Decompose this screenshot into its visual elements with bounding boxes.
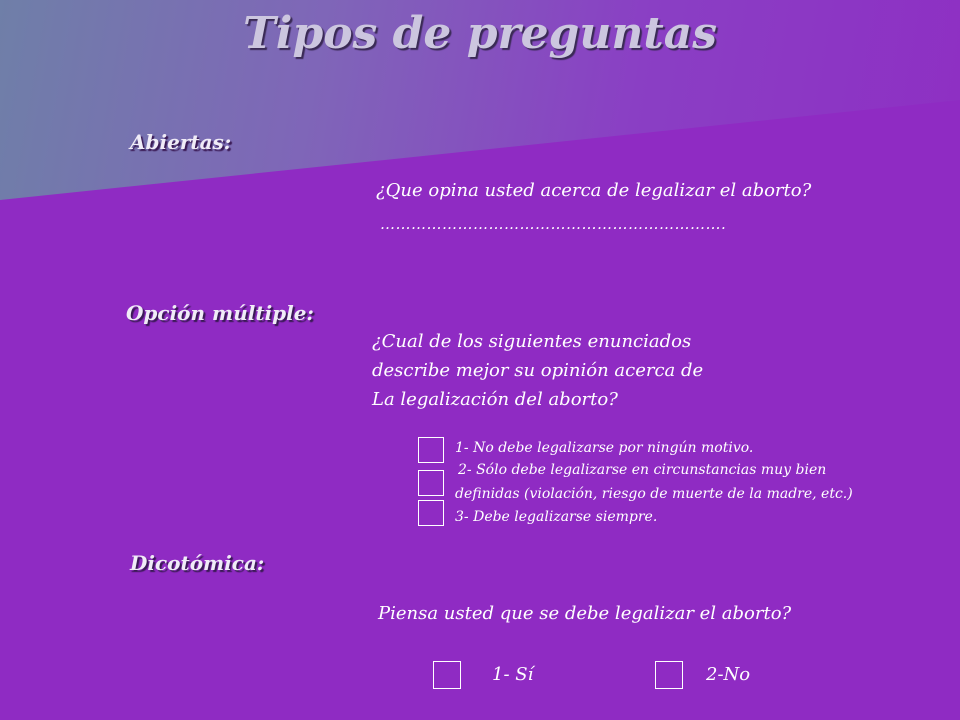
option-3-label: 3- Debe legalizarse siempre. [455,509,658,525]
question-dicotomica: Piensa usted que se debe legalizar el aborto? [378,603,792,624]
heading-opcion-multiple: Opción múltiple: [126,301,314,325]
checkbox-option-1[interactable] [418,437,444,463]
question-abiertas: ¿Que opina usted acerca de legalizar el aborto? [376,180,812,201]
heading-dicotomica: Dicotómica: [130,551,265,575]
checkbox-option-2[interactable] [418,470,444,496]
option-2-label-line-2: definidas (violación, riesgo de muerte de la madre, etc.) [455,486,853,502]
checkbox-option-3[interactable] [418,500,444,526]
option-no-label: 2-No [706,664,751,685]
answer-line-abiertas: …………………………………………………………. [380,215,727,233]
checkbox-si[interactable] [433,661,461,689]
option-2-label-line-1: 2- Sólo debe legalizarse en circunstancias muy bien [458,462,827,478]
option-1-label: 1- No debe legalizarse por ningún motivo. [455,440,754,456]
option-si-label: 1- Sí [492,664,534,685]
slide-title: Tipos de preguntas [242,8,718,59]
checkbox-no[interactable] [655,661,683,689]
question-line-2: describe mejor su opinión acerca de [372,360,704,381]
question-line-3: La legalización del aborto? [372,389,618,410]
heading-abiertas: Abiertas: [130,130,232,154]
question-line-1: ¿Cual de los siguientes enunciados [372,331,692,352]
